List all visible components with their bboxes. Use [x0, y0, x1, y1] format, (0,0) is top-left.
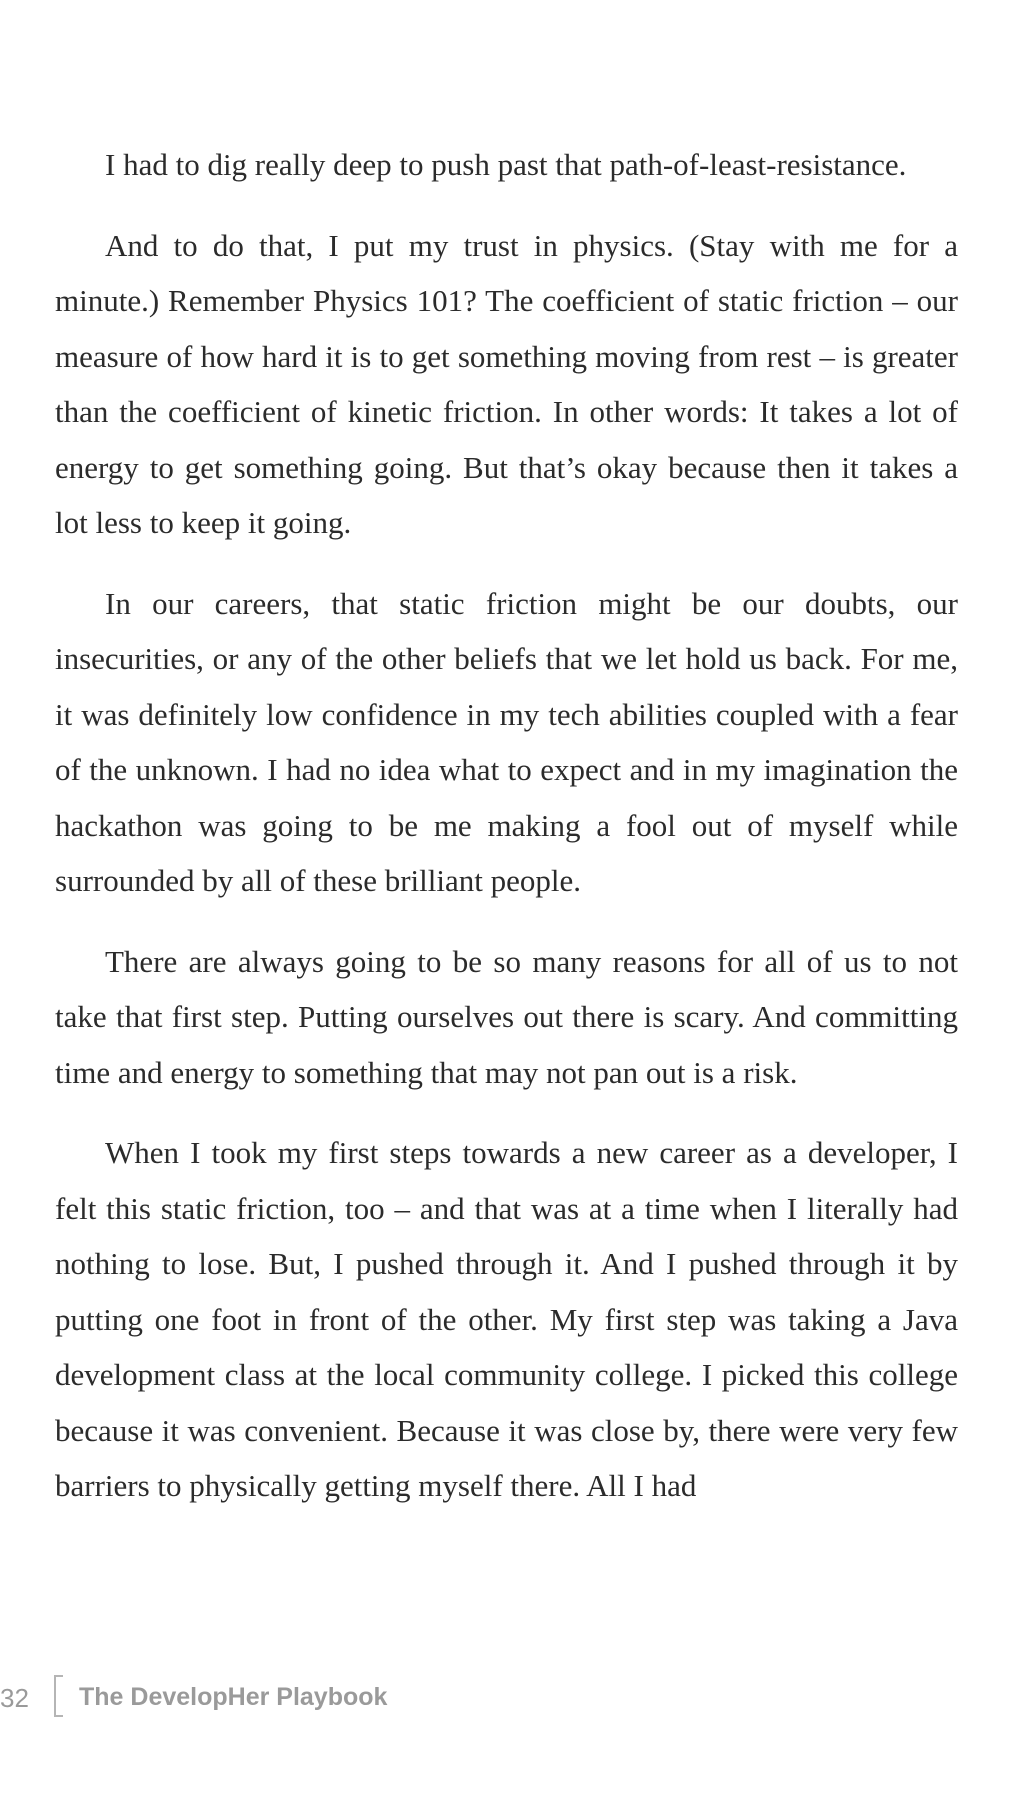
body-text: [55, 137, 958, 1539]
paragraph-1: I had to dig really deep to push past that path-of-least-resistance.: [105, 147, 907, 182]
paragraph-2: And to do that, I put my trust in physics. (Stay with me for a minute.) Remember Physics 101? The coefficient of static friction – our measure of how hard it is to get something moving from rest – is greater than the coefficient of kinetic friction. In other words: It takes a lot of energy to get something going. But that’s okay because then it takes a lot less to keep it going.: [55, 227, 958, 540]
page-number: 32: [0, 1683, 29, 1713]
paragraph-4: There are always going to be so many reasons for all of us to not take that first step. Putting ourselves out there is scary. And committing time and energy to something that may not pan out is a risk.: [55, 943, 958, 1090]
paragraph-3: In our careers, that static friction might be our doubts, our insecurities, or any of the other beliefs that we let hold us back. For me, it was definitely low confidence in my tech abilities coupled with a fear of the unknown. I had no idea what to expect and in my imagination the hackathon was going to be me making a fool out of myself while surrounded by all of these brilliant people.: [55, 585, 958, 898]
bracket-divider: [54, 1675, 63, 1717]
page-footer: [0, 1675, 600, 1723]
book-title: The DevelopHer Playbook: [79, 1683, 388, 1711]
paragraph-5: When I took my first steps towards a new career as a developer, I felt this static friction, too – and that was at a time when I literally had nothing to lose. But, I pushed through it. And I pushed through it by putting one foot in front of the other. My first step was taking a Java development class at the local community college. I picked this college because it was convenient. Because it was close by, there were very few barriers to physically getting myself there. All I had: [55, 1135, 958, 1503]
